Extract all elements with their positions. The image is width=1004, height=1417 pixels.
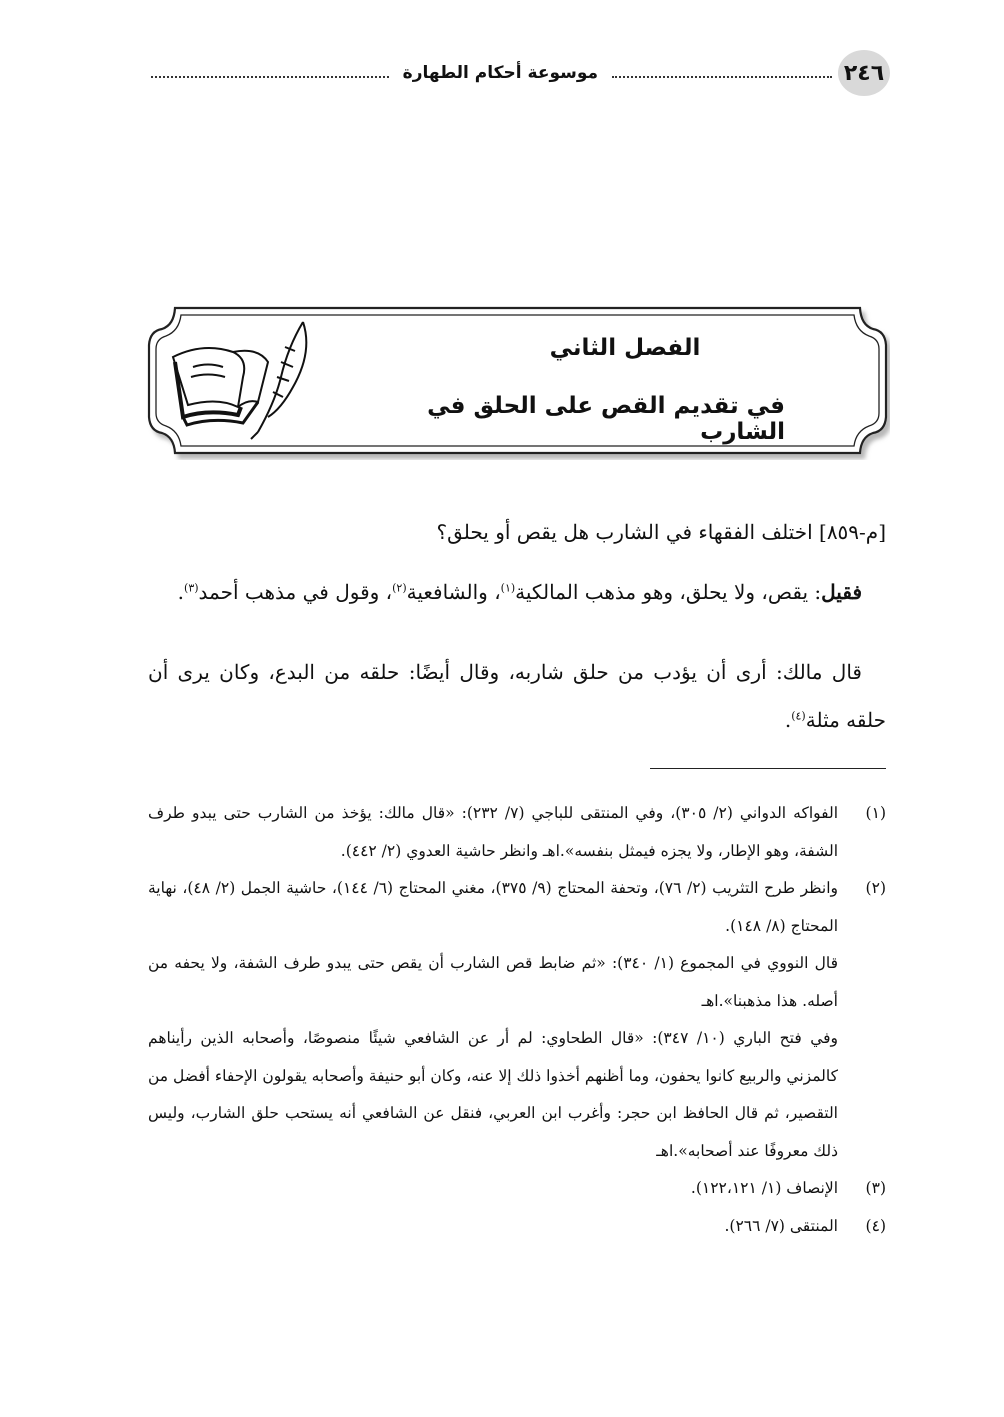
- footnote-text: وفي فتح الباري (١٠/ ٣٤٧): «قال الطحاوي: لم أر عن الشافعي شيئًا منصوصًا، وأصحابه الذين رأيناهم كالمزني والربيع كانوا يحفون، وما أظنهم أخذوا ذلك إلا عنه، وكان أبو حنيفة وأصحابه يقولون الإحفاء أفضل من التقصير، ثم قال الحافظ ابن حجر: وأغرب ابن العربي، فنقل عن الشافعي أنه يستحب حلق الشارب، وليس ذلك معروفًا عند أصحابه».اهـ: [148, 1029, 839, 1160]
- footnote-number: (٣): [865, 1179, 886, 1197]
- chapter-label: الفصل الثاني: [549, 335, 701, 361]
- paragraph-2-end: .: [177, 580, 185, 604]
- footnote-2: [148, 870, 886, 1170]
- footnote-1: [148, 795, 886, 870]
- header-dots-left: [151, 76, 389, 78]
- footnote-4: [148, 1208, 886, 1246]
- footnote-ref-4: (٤): [791, 709, 806, 723]
- paragraph-3: [148, 648, 886, 744]
- paragraph-3-text: قال مالك: أرى أن يؤدب من حلق شاربه، وقال أيضًا: حلقه من البدع، وكان يرى أن حلقه مثلة: [148, 660, 886, 732]
- header-dots-right: [612, 76, 832, 78]
- paragraph-2-text-a: : يقص، ولا يحلق، وهو مذهب المالكية: [515, 580, 822, 604]
- footnote-ref-1: (١): [500, 581, 516, 595]
- footnote-text: الإنصاف (١/ ١٢٢،١٢١).: [690, 1179, 838, 1197]
- footnote-separator: [650, 768, 886, 769]
- footnotes: [148, 795, 886, 1245]
- footnote-3: [148, 1170, 886, 1208]
- footnote-text: المنتقى (٧/ ٢٦٦).: [724, 1216, 838, 1235]
- footnote-number: (٢): [865, 879, 886, 897]
- main-text: [148, 508, 886, 776]
- paragraph-1: [م-٨٥٩] اختلف الفقهاء في الشارب هل يقص أو يحلق؟: [436, 520, 886, 544]
- book-quill-icon: [163, 317, 313, 442]
- paragraph-2-text-b: ، والشافعية: [406, 580, 501, 604]
- book-title: موسوعة أحكام الطهارة: [402, 63, 598, 83]
- paragraph-2: [148, 568, 886, 616]
- footnote-text: وانظر طرح التثريب (٢/ ٧٦)، وتحفة المحتاج (٩/ ٣٧٥)، مغني المحتاج (٦/ ١٤٤)، حاشية الجمل (٢/ ٤٨)، نهاية المحتاج (٨/ ١٤٨).: [148, 879, 838, 935]
- chapter-title: في تقديم القص على الحلق في الشارب: [427, 393, 785, 445]
- footnote-ref-3: (٣): [184, 581, 199, 595]
- paragraph-3-end: .: [784, 708, 792, 732]
- page-header: [145, 50, 890, 96]
- paragraph-2-lead: فقيل: [821, 580, 862, 604]
- footnote-text: الفواكه الدواني (٢/ ٣٠٥)، وفي المنتقى للباجي (٧/ ٢٣٢): «قال مالك: يؤخذ من الشارب حتى يبدو طرف الشفة، وهو الإطار، ولا يجزه فيمثل بنفسه».اهـ وانظر حاشية العدوي (٢/ ٤٤٢).: [148, 804, 839, 860]
- chapter-frame: [145, 305, 890, 460]
- footnote-text: قال النووي في المجموع (١/ ٣٤٠): «ثم ضابط قص الشارب أن يقص حتى يبدو طرف الشفة، ولا يحفه من أصله. هذا مذهبنا».اهـ: [148, 954, 838, 1010]
- page-number: ٢٤٦: [838, 50, 890, 96]
- paragraph-2-text-c: ، وقول في مذهب أحمد: [198, 580, 393, 604]
- footnote-ref-2: (٢): [392, 581, 407, 595]
- footnote-number: (٤): [865, 1216, 886, 1235]
- footnote-number: (١): [865, 804, 886, 822]
